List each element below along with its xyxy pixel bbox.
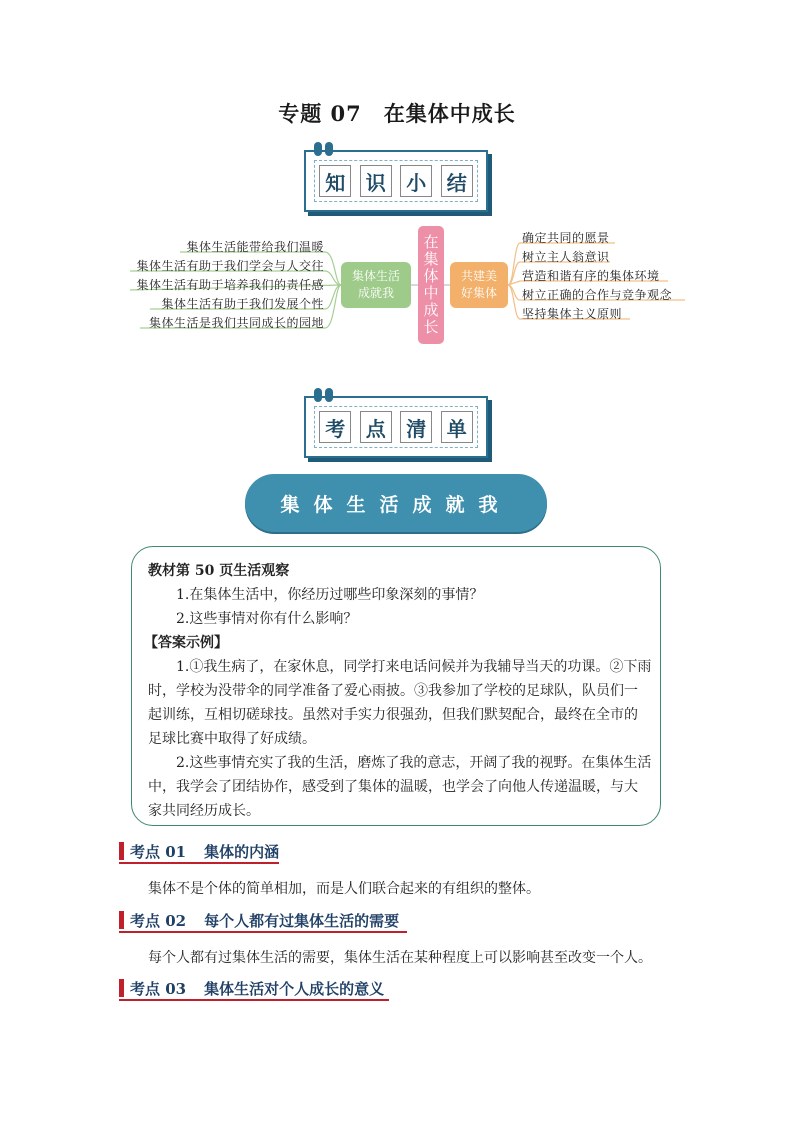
- box-char: 识: [360, 165, 392, 197]
- page-title: [0, 98, 794, 128]
- mindmap-right-item: 营造和谐有序的集体环境: [522, 269, 660, 283]
- answer-2-line: 中，我学会了团结协作，感受到了集体的温暖，也学会了向他人传递温暖，与大: [148, 779, 638, 795]
- exam-point-heading: [119, 840, 279, 862]
- mindmap-left-node-label: 集体生活成就我: [351, 269, 400, 300]
- answer-1-line: 足球比赛中取得了好成绩。: [148, 731, 316, 747]
- exam-point-label: 考点 03: [130, 979, 187, 998]
- box-char: 结: [441, 165, 473, 197]
- question-2: 2.这些事情对你有什么影响？: [176, 611, 358, 627]
- mindmap-right-node: [450, 262, 508, 308]
- exam-point-title: 集体的内涵: [204, 842, 280, 861]
- clip-icon: [314, 142, 322, 156]
- box-char: 清: [400, 411, 432, 443]
- mindmap-left-node: [341, 262, 411, 308]
- exam-point-text: 集体不是个体的简单相加，而是人们联合起来的有组织的整体。: [148, 881, 540, 897]
- box-char: 小: [400, 165, 432, 197]
- exam-points-box: [304, 396, 488, 458]
- mindmap-right-item: 树立主人翁意识: [522, 250, 610, 264]
- mindmap-right-item: 坚持集体主义原则: [522, 307, 623, 321]
- exam-point-title: 集体生活对个人成长的意义: [204, 979, 385, 998]
- heading-underline: [119, 931, 407, 933]
- clip-icon: [314, 388, 322, 402]
- answer-heading: 【答案示例】: [144, 635, 228, 651]
- knowledge-summary-box: [304, 150, 488, 212]
- exam-point-label: 考点 02: [130, 911, 187, 930]
- mindmap-left-item: 集体生活有助于我们发展个性: [161, 297, 324, 311]
- red-marker: [119, 911, 124, 929]
- exam-point-text: 每个人都有过集体生活的需要，集体生活在某种程度上可以影响甚至改变一个人。: [148, 950, 652, 966]
- exam-point-title: 每个人都有过集体生活的需要: [204, 911, 400, 930]
- answer-1-line: 起训练，互相切磋球技。虽然对手实力很强劲，但我们默契配合，最终在全市的: [148, 707, 638, 723]
- mindmap-right-item: 确定共同的愿景: [522, 231, 610, 245]
- heading-underline: [119, 862, 279, 864]
- answer-2-line: 家共同经历成长。: [148, 803, 260, 819]
- mindmap-right-item: 树立正确的合作与竞争观念: [522, 288, 673, 302]
- topic-banner: 集体生活成就我: [245, 474, 547, 532]
- box-heading: 教材第 50 页生活观察: [148, 563, 290, 579]
- box-char: 知: [319, 165, 351, 197]
- exam-point-label: 考点 01: [130, 842, 187, 861]
- red-marker: [119, 842, 124, 860]
- box-char: 考: [319, 411, 351, 443]
- question-1: 1.在集体生活中，你经历过哪些印象深刻的事情？: [176, 587, 484, 603]
- clip-icon: [325, 142, 333, 156]
- red-marker: [119, 979, 124, 997]
- title-text: 在集体中成长: [383, 101, 516, 126]
- heading-underline: [119, 999, 389, 1001]
- mindmap-left-item: 集体生活有助于培养我们的责任感: [136, 278, 324, 292]
- exam-point-heading: [119, 977, 384, 999]
- mindmap-left-item: 集体生活能带给我们温暖: [186, 240, 324, 254]
- box-char: 点: [360, 411, 392, 443]
- mindmap-right-node-label: 共建美好集体: [460, 269, 497, 300]
- answer-1-line: 时，学校为没带伞的同学准备了爱心雨披。③我参加了学校的足球队，队员们一: [148, 683, 638, 699]
- mindmap-left-item: 集体生活是我们共同成长的园地: [148, 316, 324, 330]
- box-char: 单: [441, 411, 473, 443]
- title-number: 专题 07: [278, 101, 362, 126]
- mindmap-left-item: 集体生活有助于我们学会与人交往: [136, 259, 324, 273]
- clip-icon: [325, 388, 333, 402]
- answer-2-line: 2.这些事情充实了我的生活，磨炼了我的意志，开阔了我的视野。在集体生活: [176, 755, 652, 771]
- mindmap-center-node: 在集体中成长: [418, 226, 444, 344]
- exam-point-heading: [119, 909, 399, 931]
- textbook-observation-box: [131, 546, 661, 826]
- answer-1-line: 1.①我生病了，在家休息，同学打来电话问候并为我辅导当天的功课。②下雨: [176, 659, 652, 675]
